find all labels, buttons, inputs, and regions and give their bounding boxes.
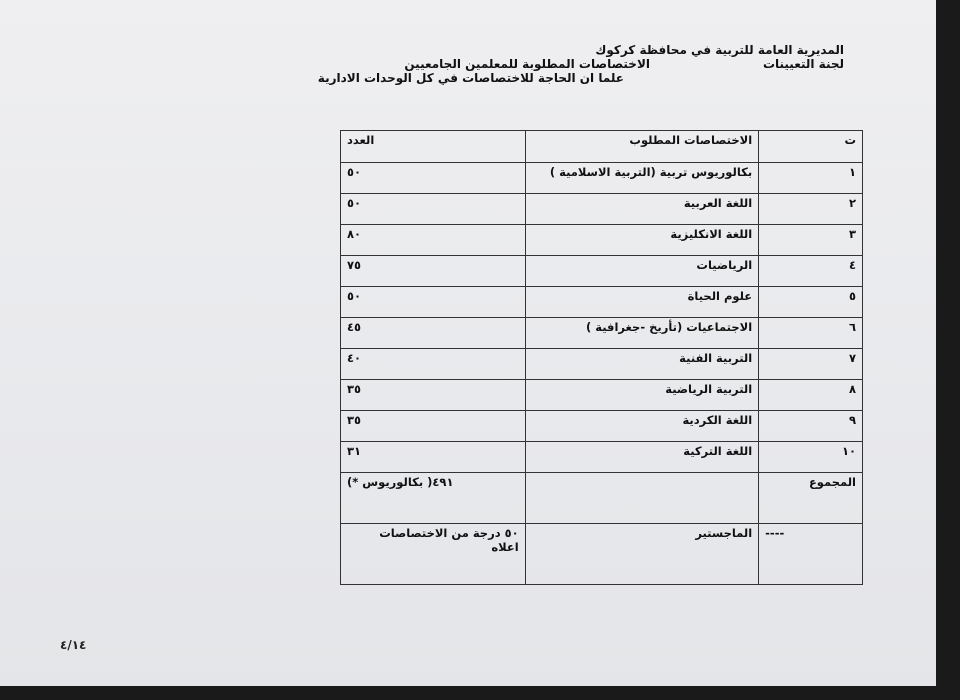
row-specialty: الاجتماعيات (تأريخ -جغرافية ) [525, 318, 758, 349]
table-row [341, 256, 863, 287]
table-row [341, 442, 863, 473]
master-dash: ---- [759, 524, 863, 585]
master-value-line1: ٥٠ درجة من الاختصاصات [379, 526, 519, 540]
row-specialty: التربية الرياضية [525, 380, 758, 411]
committee-heading: لجنة التعيينات [762, 57, 844, 71]
row-count: ٥٠ [341, 163, 526, 194]
total-label: المجموع [759, 473, 863, 524]
row-no: ٣ [759, 225, 863, 256]
row-specialty: التربية الفنية [525, 349, 758, 380]
row-specialty: بكالوريوس تربية (التربية الاسلامية ) [525, 163, 758, 194]
header-no: ت [759, 131, 863, 163]
row-no: ٦ [759, 318, 863, 349]
row-specialty: اللغة العربية [525, 194, 758, 225]
row-no: ٥ [759, 287, 863, 318]
row-specialty: علوم الحياة [525, 287, 758, 318]
specialties-table [340, 130, 863, 585]
table-master-row [341, 524, 863, 585]
table-row [341, 380, 863, 411]
row-count: ٣٥ [341, 411, 526, 442]
row-specialty: اللغة الانكليزية [525, 225, 758, 256]
total-value: ٤٩١( بكالوريوس *) [341, 473, 526, 524]
row-specialty: اللغة الكردية [525, 411, 758, 442]
row-count: ٥٠ [341, 194, 526, 225]
row-count: ٣١ [341, 442, 526, 473]
table-header-row [341, 131, 863, 163]
table-row [341, 287, 863, 318]
directorate-heading: المديرية العامة للتربية في محافظة كركوك [595, 43, 844, 57]
document-note: علما ان الحاجة للاختصاصات في كل الوحدات الادارية [317, 71, 624, 85]
row-count: ٧٥ [341, 256, 526, 287]
total-empty-cell [525, 473, 758, 524]
row-specialty: الرياضيات [525, 256, 758, 287]
row-count: ٥٠ [341, 287, 526, 318]
master-value-line2: اعلاه [491, 540, 519, 554]
table-row [341, 225, 863, 256]
row-no: ٧ [759, 349, 863, 380]
table-total-row [341, 473, 863, 524]
document-subject: الاختصاصات المطلوبة للمعلمين الجامعيين [404, 57, 650, 71]
header-count: العدد [341, 131, 526, 163]
table-row [341, 318, 863, 349]
row-no: ١٠ [759, 442, 863, 473]
table-row [341, 411, 863, 442]
row-count: ٤٥ [341, 318, 526, 349]
header-specialty: الاختصاصات المطلوب [525, 131, 758, 163]
row-no: ٩ [759, 411, 863, 442]
row-count: ٨٠ [341, 225, 526, 256]
table-row [341, 194, 863, 225]
row-no: ١ [759, 163, 863, 194]
master-label: الماجستير [525, 524, 758, 585]
row-no: ٢ [759, 194, 863, 225]
row-count: ٤٠ [341, 349, 526, 380]
row-no: ٨ [759, 380, 863, 411]
row-no: ٤ [759, 256, 863, 287]
row-specialty: اللغة التركية [525, 442, 758, 473]
table-row [341, 163, 863, 194]
master-value [341, 524, 526, 585]
table-row [341, 349, 863, 380]
row-count: ٣٥ [341, 380, 526, 411]
page-number: ٤/١٤ [60, 638, 87, 652]
